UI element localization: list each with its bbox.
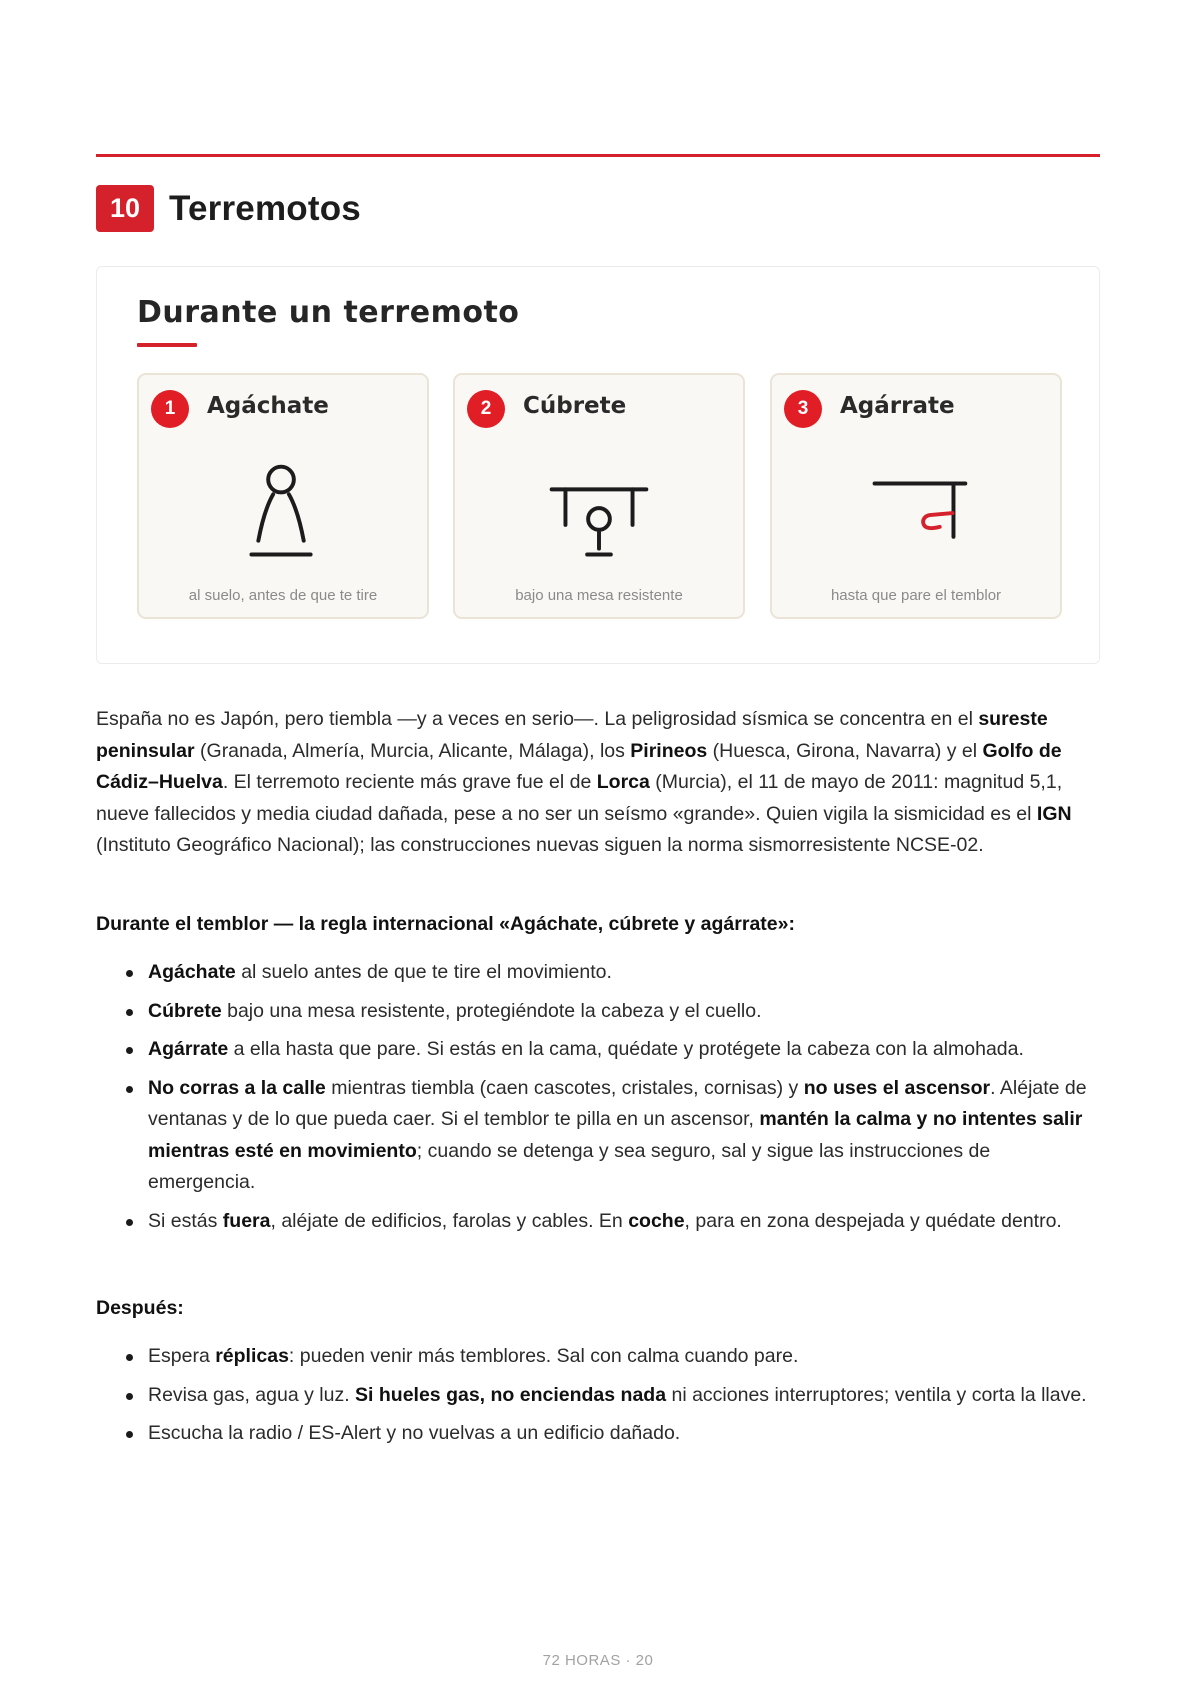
list-item: Agáchate al suelo antes de que te tire el movimiento. [96,957,1100,989]
list-item: Espera réplicas: pueden venir más temblores. Sal con calma cuando pare. [96,1341,1100,1373]
list-item: Escucha la radio / ES-Alert y no vuelvas a un edificio dañado. [96,1418,1100,1450]
step-card-cubrete [453,373,745,619]
panel-title-underline [137,343,197,347]
list-item: Revisa gas, agua y luz. Si hueles gas, no enciendas nada ni acciones interruptores; ventila y corta la llave. [96,1380,1100,1412]
hold-table-leg-icon [772,463,1060,573]
list-item: Si estás fuera, aléjate de edificios, farolas y cables. En coche, para en zona despejada y quédate dentro. [96,1206,1100,1238]
step-title: Cúbrete [523,393,627,419]
top-rule [96,154,1100,157]
step-number-badge: 1 [151,390,189,428]
step-caption: hasta que pare el temblor [830,587,1002,604]
step-title: Agáchate [207,393,329,419]
step-title: Agárrate [840,393,955,419]
during-list [96,957,1100,1244]
chapter-number-badge: 10 [96,185,154,232]
after-list [96,1341,1100,1457]
during-heading: Durante el temblor — la regla internacional «Agáchate, cúbrete y agárrate»: [96,913,795,935]
panel-title: Durante un terremoto [137,295,520,330]
crouch-figure-icon [139,463,427,573]
list-item: Agárrate a ella hasta que pare. Si estás en la cama, quédate y protégete la cabeza con la almohada. [96,1034,1100,1066]
under-table-icon [455,463,743,573]
list-item: No corras a la calle mientras tiembla (caen cascotes, cristales, cornisas) y no uses el ascensor. Aléjate de ventanas y de lo que pueda caer. Si el temblor te pilla en un ascensor, mantén la calma y no intentes salir mientras esté en movimiento; cuando se detenga y sea seguro, sal y sigue las instrucciones de emergencia. [96,1073,1100,1199]
chapter-title: Terremotos [169,188,361,228]
step-caption: bajo una mesa resistente [515,587,683,604]
footer-separator: · [625,1652,631,1669]
step-number-badge: 2 [467,390,505,428]
after-heading: Después: [96,1297,184,1319]
step-card-agachate [137,373,429,619]
intro-paragraph: España no es Japón, pero tiembla —y a veces en serio—. La peligrosidad sísmica se concentra en el sureste peninsular (Granada, Almería, Murcia, Alicante, Málaga), los Pirineos (Huesca, Girona, Navarra) y el Golfo de Cádiz–Huelva. El terremoto reciente más grave fue el de Lorca (Murcia), el 11 de mayo de 2011: magnitud 5,1, nueve fallecidos y media ciudad dañada, pese a no ser un seísmo «grande». Quien vigila la sismicidad es el IGN (Instituto Geográfico Nacional); las construcciones nuevas siguen la norma sismorresistente NCSE-02. [96,708,1072,856]
chapter-header [96,185,361,232]
page-footer [96,1652,1100,1669]
step-number-badge: 3 [784,390,822,428]
step-card-agarrate [770,373,1062,619]
infographic-panel [96,266,1100,664]
page-number: 20 [635,1652,654,1669]
step-caption: al suelo, antes de que te tire [188,587,378,604]
footer-label: 72 HORAS [542,1652,621,1669]
list-item: Cúbrete bajo una mesa resistente, protegiéndote la cabeza y el cuello. [96,996,1100,1028]
